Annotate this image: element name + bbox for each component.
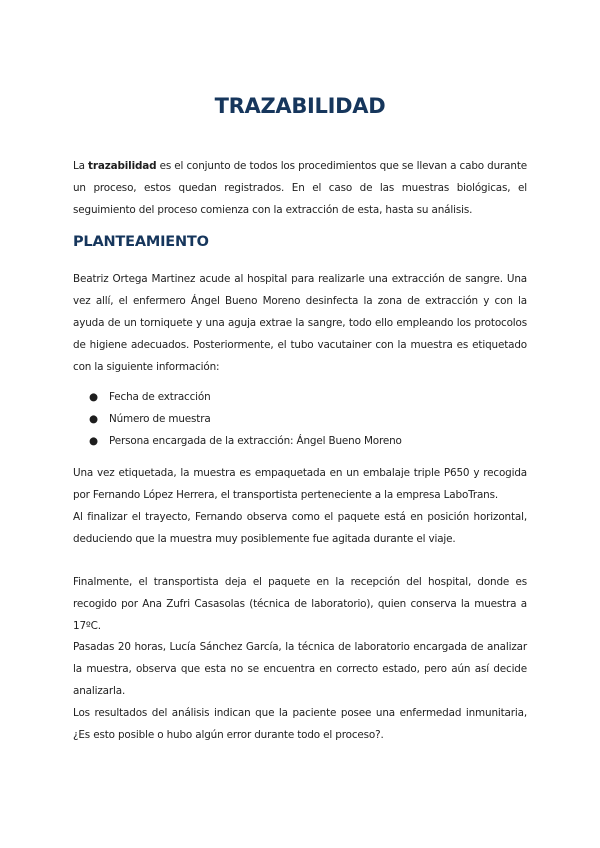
paragraph-4b: Los resultados del análisis indican que la paciente posee una enfermedad inmunitaria, ¿Es esto posible o hubo algún error durante todo el proceso?. [73, 707, 527, 741]
intro-rest: es el conjunto de todos los procedimientos que se llevan a cabo durante un proceso, estos quedan registrados. En el caso de las muestras biológicas, el seguimiento del proceso comienza con la extracción de esta, hasta su análisis. [73, 160, 527, 216]
list-item: ● Número de muestra [73, 408, 527, 430]
info-list [73, 386, 527, 452]
intro-prefix: La [73, 160, 89, 172]
list-item: ● Persona encargada de la extracción: Ángel Bueno Moreno [73, 430, 527, 452]
intro-bold-term: trazabilidad [88, 160, 157, 172]
intro-paragraph [73, 155, 527, 221]
bullet-icon: ● [89, 435, 98, 447]
page-title: TRAZABILIDAD [214, 94, 386, 118]
paragraph-3: Finalmente, el transportista deja el paquete en la recepción del hospital, donde es recogido por Ana Zufri Casasolas (técnica de laboratorio), quien conserva la muestra a 17ºC. [73, 576, 527, 632]
section-heading: PLANTEAMIENTO [73, 234, 209, 250]
paragraph-2b: Al finalizar el trayecto, Fernando observa como el paquete está en posición horizontal, deduciendo que la muestra muy posiblemente fue agitada durante el viaje. [73, 511, 527, 545]
bullet-icon: ● [89, 391, 98, 403]
list-item: ● Fecha de extracción [73, 386, 527, 408]
paragraph-2a: Una vez etiquetada, la muestra es empaquetada en un embalaje triple P650 y recogida por Fernando López Herrera, el transportista perteneciente a la empresa LaboTrans. [73, 467, 527, 501]
paragraph-1: Beatriz Ortega Martinez acude al hospital para realizarle una extracción de sangre. Una vez allí, el enfermero Ángel Bueno Moreno desinfecta la zona de extracción y con la ayuda de un torniquete y una aguja extrae la sangre, todo ello empleando los protocolos de higiene adecuados. Posteriormente, el tubo vacutainer con la muestra es etiquetado con la siguiente información: [73, 273, 527, 373]
paragraph-4a: Pasadas 20 horas, Lucía Sánchez García, la técnica de laboratorio encargada de analizar la muestra, observa que esta no se encuentra en correcto estado, pero aún así decide analizarla. [73, 641, 527, 697]
bullet-icon: ● [89, 413, 98, 425]
